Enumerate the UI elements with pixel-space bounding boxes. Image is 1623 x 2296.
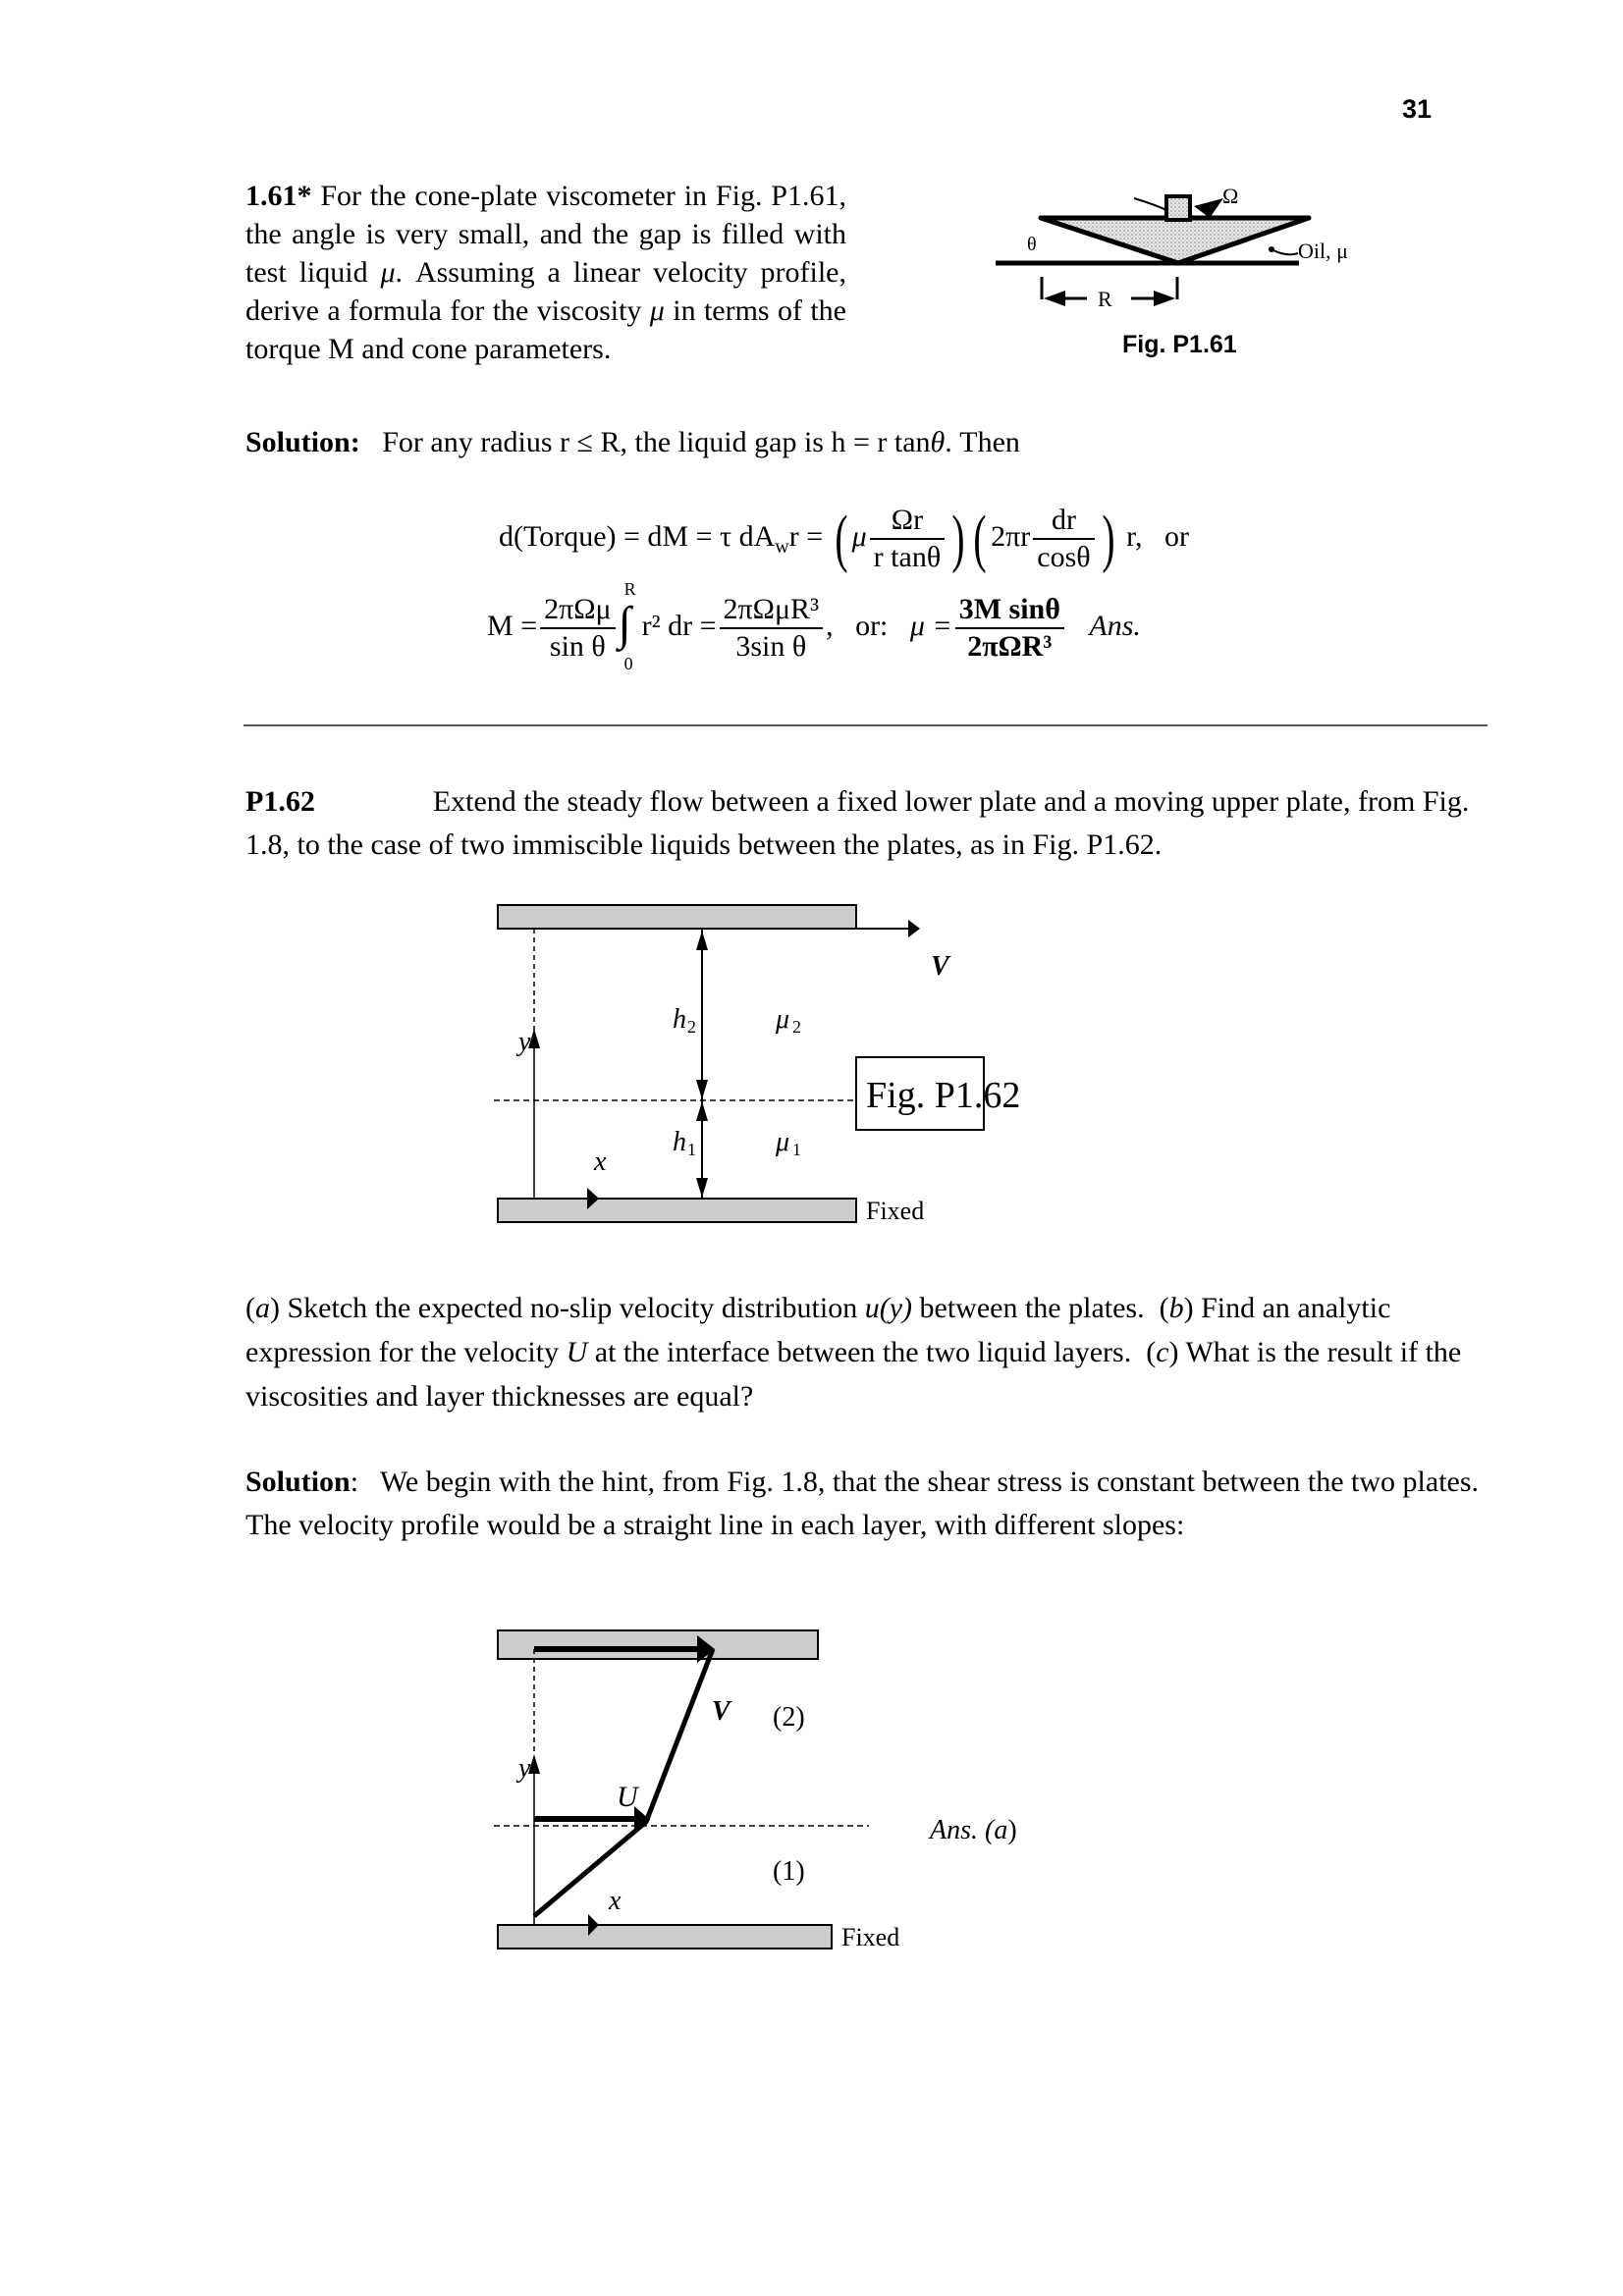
- upper-plate: [498, 1630, 818, 1659]
- h2-subscript: 2: [687, 1017, 696, 1037]
- solution-label: Solution:: [245, 426, 360, 458]
- statement-text: in terms of the torque M and cone parameters.: [245, 294, 846, 365]
- lower-plate: [498, 1199, 856, 1222]
- h1-subscript: 1: [687, 1140, 696, 1159]
- problem-161-number: 1.61*: [245, 180, 312, 212]
- question-b-label: b: [1168, 1292, 1184, 1324]
- solution-text: For any radius r ≤ R, the liquid gap is h = r tan: [382, 426, 931, 458]
- mu-symbol: μ: [649, 294, 665, 327]
- eq-text: μ =: [909, 609, 952, 642]
- variable: U: [566, 1336, 588, 1368]
- velocity-label: V: [931, 951, 949, 982]
- eq-text: , or:: [826, 609, 889, 642]
- fixed-label: Fixed: [841, 1923, 900, 1951]
- figure-p162-caption: Fig. P1.62: [866, 1075, 1021, 1116]
- problem-162-solution: [245, 1461, 1492, 1547]
- arrow-left-icon: [1044, 291, 1065, 306]
- layer-2-label: (2): [773, 1702, 805, 1733]
- problem-162-number: P1.62: [245, 785, 315, 818]
- mu1-subscript: 1: [792, 1140, 801, 1159]
- variable: u(y): [864, 1292, 913, 1324]
- integral-upper: R: [623, 579, 636, 599]
- arrow-right-icon: [1154, 291, 1175, 306]
- numerator: 2πΩμ: [540, 592, 616, 629]
- mu1-label: μ: [776, 1127, 790, 1157]
- fraction: [720, 592, 824, 665]
- upper-plate: [498, 905, 856, 929]
- equation-torque: d(Torque) = dM = τ $dA_wr$ = ( μ $\frac{\Omega r}{\text{r tanθ}}$ ) ( 2πr $\frac{dr}{\cos\theta}$ ) r, or: [499, 503, 1189, 574]
- denominator: 3sin θ: [735, 630, 807, 663]
- fraction: [1033, 503, 1094, 575]
- mu-symbol: μ: [380, 256, 396, 289]
- layer-1-label: (1): [773, 1856, 805, 1887]
- y-axis-label: y: [518, 1027, 531, 1057]
- eq-text: r =: [788, 519, 824, 553]
- eq-text: r² dr =: [641, 609, 717, 642]
- denominator: r tanθ: [873, 541, 942, 573]
- statement-text: For the cone-plate viscometer in Fig. P1.61, the angle is very small, and the gap is filled with test liquid: [245, 180, 846, 289]
- eq-lhs: d(Torque) = dM = τ dA: [499, 519, 776, 553]
- problem-162-statement: [245, 780, 1478, 867]
- ans-label: Ans.: [1089, 609, 1141, 642]
- denominator: 2πΩR³: [967, 630, 1053, 663]
- problem-161-statement: [245, 177, 846, 368]
- figure-p161-diagram: [982, 167, 1434, 334]
- ans-a-label: Ans. (a): [930, 1815, 1017, 1845]
- question-c-label: c: [1156, 1336, 1169, 1368]
- section-divider: [243, 724, 1488, 726]
- mu-symbol: μ: [851, 519, 867, 553]
- oil-label: Oil, μ: [1298, 239, 1348, 263]
- solution-text-end: . Then: [945, 426, 1020, 458]
- question-text: at the interface between the two liquid layers.: [587, 1336, 1147, 1368]
- fraction: [870, 503, 946, 575]
- lower-plate: [498, 1925, 832, 1949]
- eq-subscript: w: [775, 535, 789, 558]
- question-a-text: Sketch the expected no-slip velocity distribution: [280, 1292, 865, 1324]
- x-axis-label: x: [609, 1886, 622, 1916]
- equation-moment: [487, 579, 1141, 673]
- mu2-subscript: 2: [792, 1017, 801, 1037]
- theta-symbol: θ: [930, 426, 946, 458]
- rotation-arrow-icon: [1194, 198, 1223, 218]
- eq-tail: r, or: [1126, 519, 1189, 553]
- denominator: sin θ: [549, 630, 606, 663]
- velocity-arrow-icon: [908, 920, 920, 937]
- numerator: 3M sinθ: [955, 592, 1064, 629]
- figure-p161-caption: Fig. P1.61: [1122, 331, 1237, 358]
- figure-p162-diagram: [491, 893, 1473, 1247]
- problem-162-questions: (a) Sketch the expected no-slip velocity distribution u(y) between the plates. (b) Find an analytic expression for the velocity U at the interface between the two liquid layers. (c) What is the result if the viscosities and layer thicknesses are equal?: [245, 1292, 1462, 1413]
- question-text: between the plates.: [912, 1292, 1160, 1324]
- solution-label: Solution: [245, 1466, 351, 1498]
- y-axis-label: y: [518, 1753, 531, 1784]
- answer-figure-velocity-profile: [491, 1610, 1473, 1963]
- statement-text: Extend the steady flow between a fixed lower plate and a moving upper plate, from Fig. 1.8, to the case of two immiscible liquids between the plates, as in Fig. P1.62.: [245, 785, 1470, 861]
- integral-sign: R ∫ 0: [618, 579, 636, 673]
- eq-text: 2πr: [991, 519, 1031, 553]
- eq-lhs: M =: [487, 609, 538, 642]
- fixed-label: Fixed: [866, 1197, 925, 1225]
- page-number: 31: [1402, 94, 1433, 124]
- question-a-label: a: [255, 1292, 270, 1324]
- solution-text: : We begin with the hint, from Fig. 1.8, that the shear stress is constant between the two plates. The velocity profile would be a straight line in each layer, with different slopes:: [245, 1466, 1493, 1541]
- statement-text: . Assuming a linear velocity profile, derive a formula for the viscosity: [245, 256, 846, 327]
- integral-lower: 0: [623, 654, 633, 673]
- numerator: dr: [1033, 503, 1094, 540]
- radius-label: R: [1098, 287, 1112, 311]
- numerator: 2πΩμR³: [720, 592, 824, 629]
- velocity-label: V: [712, 1696, 730, 1727]
- question-c-text: What is the result if the viscosities and layer thicknesses are equal?: [245, 1336, 1462, 1413]
- omega-label: Ω: [1222, 184, 1239, 208]
- denominator: cosθ: [1037, 541, 1091, 573]
- fraction: [540, 592, 616, 665]
- question-b-text: Find an analytic expression for the velocity: [245, 1292, 1391, 1368]
- answer-fraction: [955, 592, 1064, 665]
- h1-label: h: [673, 1127, 686, 1157]
- h2-label: h: [673, 1004, 686, 1035]
- problem-161-solution-intro: [245, 426, 1020, 459]
- cone: [1041, 218, 1309, 263]
- numerator: Ωr: [870, 503, 946, 540]
- shaft: [1166, 196, 1190, 220]
- theta-label: θ: [1027, 234, 1037, 255]
- x-axis-label: x: [594, 1147, 607, 1177]
- u-label: U: [617, 1781, 638, 1813]
- mu2-label: μ: [776, 1004, 790, 1035]
